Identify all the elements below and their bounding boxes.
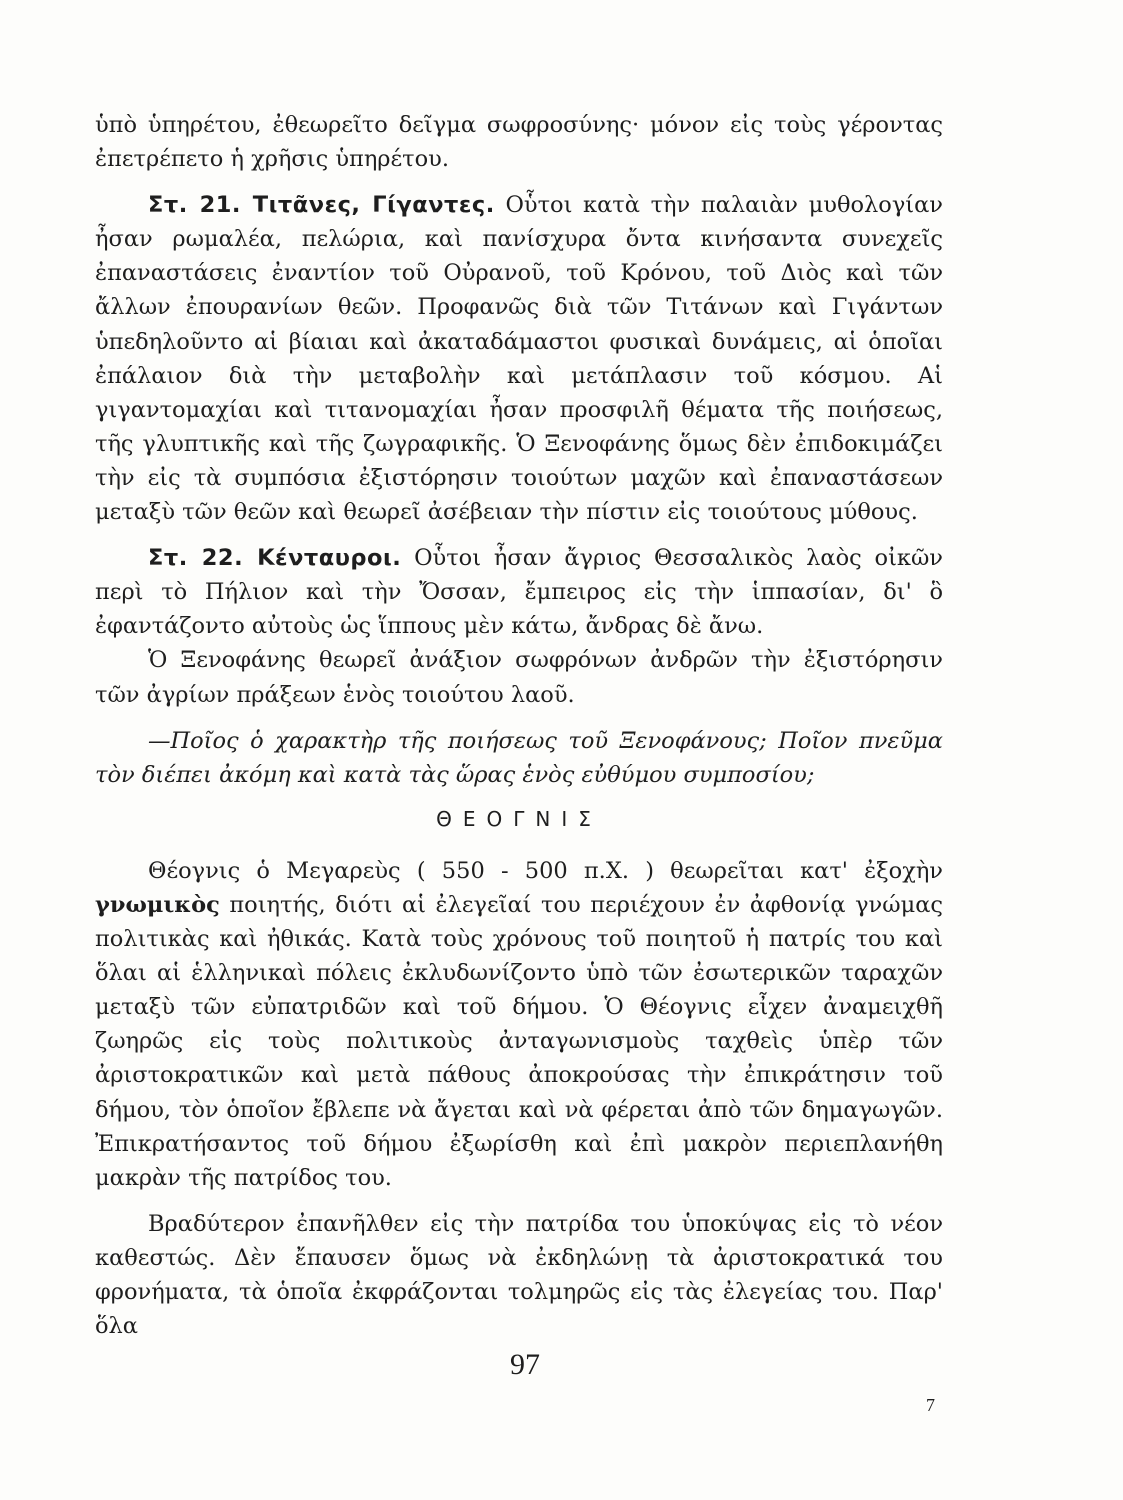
section-21-label: Στ. 21. Τιτᾶνες, Γίγαντες. [148, 192, 495, 219]
section-21-text: Οὗτοι κατὰ τὴν παλαιὰν μυθολογίαν ἦσαν ρωμαλέα, πελώρια, καὶ πανίσχυρα ὄντα κινήσαντα συνεχεῖς ἐπαναστάσεις ἐναντίον τοῦ Οὐρανοῦ, τοῦ Κρόνου, τοῦ Διὸς καὶ τῶν ἄλλων ἐπουρανίων θεῶν. Προφανῶς διὰ τῶν Τιτάνων καὶ Γιγάντων ὑπεδηλοῦντο αἱ βίαιαι καὶ ἀκαταδάμαστοι φυσικαὶ δυνάμεις, αἱ ὁποῖαι ἐπάλαιον διὰ τὴν μεταβολὴν καὶ μετάπλασιν τοῦ κόσμου. Αἱ γιγαντομαχίαι καὶ τιτανομαχίαι ἦσαν προσφιλῆ θέματα τῆς ποιήσεως, τῆς γλυπτικῆς καὶ τῆς ζωγραφικῆς. Ὁ Ξενοφάνης ὅμως δὲν ἐπιδοκιμάζει τὴν εἰς τὰ συμπόσια ἐξιστόρησιν τοιούτων μαχῶν καὶ ἐπαναστάσεων μεταξὺ τῶν θεῶν καὶ θεωρεῖ ἀσέβειαν τὴν πίστιν εἰς τοιούτους μύθους. [95, 192, 943, 526]
sheet-number: 7 [926, 1395, 935, 1415]
theognis-paragraph-2: Βραδύτερον ἐπανῆλθεν εἰς τὴν πατρίδα του ὑποκύψας εἰς τὸ νέον καθεστώς. Δὲν ἔπαυσεν ὅμως νὰ ἐκδηλώνῃ τὰ ἀριστοκρατικά του φρονήματα, τὰ ὁποῖα ἐκφράζονται τολμηρῶς εἰς τὰς ἐλεγείας του. Παρ' ὅλα [95, 1210, 943, 1340]
theognis-p1-after: ποιητής, διότι αἱ ἐλεγεῖαί του περιέχουν ἐν ἀφθονίᾳ γνώμας πολιτικὰς καὶ ἠθικάς. Κατὰ τοὺς χρόνους τοῦ ποιητοῦ ἡ πατρίς του καὶ ὅλαι αἱ ἑλληνικαὶ πόλεις ἐκλυδωνίζοντο ὑπὸ τῶν ἐσωτερικῶν ταραχῶν μεταξὺ τῶν εὐπατριδῶν καὶ τοῦ δήμου. Ὁ Θέογνις εἶχεν ἀναμειχθῆ ζωηρῶς εἰς τοὺς πολιτικοὺς ἀνταγωνισμοὺς ταχθεὶς ὑπὲρ τῶν ἀριστοκρατικῶν καὶ μετὰ πάθους ἀποκρούσας τὴν ἐπικράτησιν τοῦ δήμου, τὸν ὁποῖον ἔβλεπε νὰ ἄγεται καὶ νὰ φέρεται ἀπὸ τῶν δημαγωγῶν. Ἐπικρατήσαντος τοῦ δήμου ἐξωρίσθη καὶ ἐπὶ μακρὸν περιεπλανήθη μακρὰν τῆς πατρίδος του. [95, 891, 943, 1191]
section-22-text: Οὗτοι ἦσαν ἄγριος Θεσσαλικὸς λαὸς οἰκῶν περὶ τὸ Πήλιον καὶ τὴν Ὄσσαν, ἔμπειρος εἰς τὴν ἱππασίαν, δι' ὃ ἐφαντάζοντο αὐτοὺς ὡς ἵππους μὲν κάτω, ἄνδρας δὲ ἄνω. [95, 545, 943, 640]
section-22-label: Στ. 22. Κένταυροι. [148, 545, 402, 572]
theognis-paragraph-1 [95, 854, 943, 1195]
section-title-theognis: ΘΕΟΓΝΙΣ [436, 806, 602, 831]
section-21 [95, 188, 943, 529]
theognis-p1-bold: γνωμικὸς [95, 891, 220, 918]
intro-paragraph: ὑπὸ ὑπηρέτου, ἐθεωρεῖτο δεῖγμα σωφροσύνης· μόνον εἰς τοὺς γέροντας ἐπετρέπετο ἡ χρῆσις ὑπηρέτου. [95, 112, 943, 173]
page-body [95, 108, 943, 1343]
page-number: 97 [510, 1348, 540, 1381]
theognis-p1-before: Θέογνις ὁ Μεγαρεὺς ( 550 - 500 π.Χ. ) θεωρεῖται κατ' ἐξοχὴν [148, 857, 943, 884]
study-question: —Ποῖος ὁ χαρακτὴρ τῆς ποιήσεως τοῦ Ξενοφάνους; Ποῖον πνεῦμα τὸν διέπει ἀκόμη καὶ κατὰ τὰς ὥρας ἑνὸς εὐθύμου συμποσίου; [95, 727, 943, 788]
section-22 [95, 541, 943, 643]
section-22-paragraph-2: Ὁ Ξενοφάνης θεωρεῖ ἀνάξιον σωφρόνων ἀνδρῶν τὴν ἐξιστόρησιν τῶν ἀγρίων πράξεων ἑνὸς τοιούτου λαοῦ. [95, 647, 943, 708]
